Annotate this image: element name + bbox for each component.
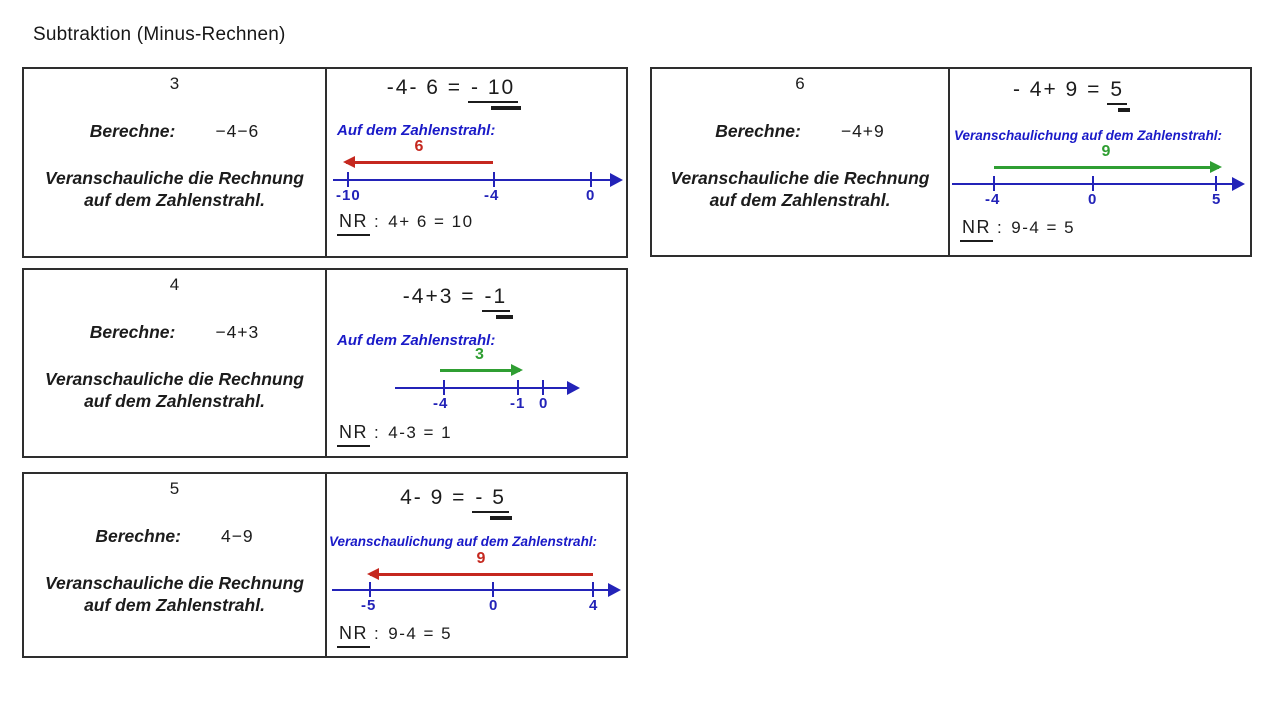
side-calculation bbox=[337, 422, 452, 447]
numberline-tick bbox=[492, 582, 494, 597]
expression: 4−9 bbox=[220, 526, 254, 546]
solution-panel bbox=[950, 69, 1250, 255]
numberline-heading: Auf dem Zahlenstrahl: bbox=[337, 122, 496, 139]
solution-panel bbox=[327, 270, 626, 456]
exercise-number: 5 bbox=[169, 479, 180, 498]
solution-panel bbox=[327, 69, 626, 256]
instruction-line: auf dem Zahlenstrahl. bbox=[84, 190, 265, 211]
equation-lhs: -4+3 = bbox=[402, 285, 476, 308]
berechne-row bbox=[24, 121, 325, 142]
tick-label: -1 bbox=[510, 395, 526, 412]
task-panel bbox=[652, 69, 950, 255]
task-panel bbox=[24, 474, 327, 656]
result-value: - 10 bbox=[471, 76, 516, 99]
tick-label: -4 bbox=[985, 191, 1001, 208]
arrowhead-right-icon bbox=[1210, 161, 1222, 173]
berechne-label: Berechne: bbox=[95, 526, 181, 546]
instruction-line: Veranschauliche die Rechnung bbox=[44, 573, 304, 593]
jump-arrow bbox=[370, 550, 593, 576]
nr-expression: 4+ 6 = 10 bbox=[388, 212, 474, 231]
berechne-label: Berechne: bbox=[715, 121, 801, 141]
arrowhead-right-icon bbox=[567, 381, 580, 395]
double-underline bbox=[491, 106, 521, 110]
side-calculation bbox=[337, 211, 474, 236]
number-line bbox=[332, 589, 616, 591]
exercise-card-3 bbox=[22, 67, 628, 258]
instruction-text bbox=[652, 167, 948, 212]
numberline-tick bbox=[993, 176, 995, 191]
instruction-text bbox=[24, 368, 325, 413]
equation-lhs: 4- 9 = bbox=[400, 486, 467, 509]
exercise-card-5 bbox=[22, 472, 628, 658]
numberline-tick bbox=[347, 172, 349, 187]
jump-label: 9 bbox=[1101, 143, 1112, 160]
instruction-line: Veranschauliche die Rechnung bbox=[44, 168, 304, 188]
instruction-line: auf dem Zahlenstrahl. bbox=[709, 190, 891, 211]
nr-colon: : bbox=[997, 218, 1004, 237]
instruction-line: auf dem Zahlenstrahl. bbox=[84, 391, 265, 412]
berechne-row bbox=[652, 121, 948, 142]
result-value: -1 bbox=[484, 285, 508, 308]
jump-label: 3 bbox=[475, 346, 485, 363]
numberline-tick bbox=[1092, 176, 1094, 191]
solution-equation bbox=[920, 78, 1220, 105]
nr-colon: : bbox=[374, 212, 381, 231]
equation-result bbox=[1107, 78, 1127, 105]
tick-label: 5 bbox=[1212, 191, 1222, 208]
tick-label: 0 bbox=[1088, 191, 1098, 208]
instruction-text bbox=[24, 572, 325, 617]
exercise-number: 3 bbox=[169, 74, 180, 93]
tick-label: 0 bbox=[489, 597, 499, 614]
double-underline bbox=[490, 516, 512, 520]
numberline-tick bbox=[443, 380, 445, 395]
tick-label: 0 bbox=[539, 395, 549, 412]
numberline-tick bbox=[517, 380, 519, 395]
expression: −4+9 bbox=[840, 121, 885, 141]
result-value: - 5 bbox=[475, 486, 506, 509]
numberline-heading: Veranschaulichung auf dem Zahlenstrahl: bbox=[329, 534, 598, 549]
side-calculation bbox=[960, 217, 1075, 242]
berechne-row bbox=[24, 526, 325, 547]
tick-label: 4 bbox=[589, 597, 599, 614]
result-value: 5 bbox=[1110, 78, 1125, 101]
equation-lhs: -4- 6 = bbox=[386, 76, 463, 99]
jump-label: 6 bbox=[414, 138, 425, 155]
number-line bbox=[952, 183, 1240, 185]
numberline-heading: Auf dem Zahlenstrahl: bbox=[337, 332, 496, 349]
tick-label: -10 bbox=[336, 187, 361, 204]
arrowhead-left-icon bbox=[343, 156, 355, 168]
double-underline bbox=[496, 315, 513, 319]
number-line bbox=[395, 387, 575, 389]
expression: −4−6 bbox=[215, 121, 260, 141]
nr-colon: : bbox=[374, 624, 381, 643]
solution-equation bbox=[305, 486, 604, 513]
nr-colon: : bbox=[374, 423, 381, 442]
number-line bbox=[333, 179, 618, 181]
arrowhead-right-icon bbox=[511, 364, 523, 376]
instruction-line: Veranschauliche die Rechnung bbox=[670, 168, 930, 188]
solution-panel bbox=[327, 474, 626, 656]
page-title: Subtraktion (Minus-Rechnen) bbox=[33, 24, 286, 45]
arrowhead-left-icon bbox=[367, 568, 379, 580]
numberline-tick bbox=[590, 172, 592, 187]
nr-label: NR bbox=[337, 211, 370, 236]
numberline-tick bbox=[592, 582, 594, 597]
arrowhead-right-icon bbox=[1232, 177, 1245, 191]
instruction-text bbox=[24, 167, 325, 212]
equation-result bbox=[468, 76, 518, 103]
jump-label: 9 bbox=[476, 550, 487, 567]
berechne-row bbox=[24, 322, 325, 343]
equation-result bbox=[472, 486, 509, 513]
nr-expression: 4-3 = 1 bbox=[388, 423, 453, 442]
numberline-tick bbox=[542, 380, 544, 395]
nr-expression: 9-4 = 5 bbox=[1011, 218, 1076, 237]
instruction-line: Veranschauliche die Rechnung bbox=[44, 369, 304, 389]
tick-label: 0 bbox=[586, 187, 596, 204]
numberline-tick bbox=[1215, 176, 1217, 191]
tick-label: -4 bbox=[433, 395, 449, 412]
instruction-line: auf dem Zahlenstrahl. bbox=[84, 595, 265, 616]
jump-arrow bbox=[440, 346, 520, 372]
jump-arrow bbox=[994, 143, 1219, 169]
berechne-label: Berechne: bbox=[89, 322, 176, 342]
numberline-tick bbox=[493, 172, 495, 187]
nr-label: NR bbox=[337, 623, 370, 648]
nr-label: NR bbox=[960, 217, 993, 242]
double-underline bbox=[1118, 108, 1130, 112]
jump-arrow bbox=[346, 138, 493, 164]
solution-equation bbox=[307, 285, 606, 312]
exercise-number: 6 bbox=[795, 74, 805, 93]
equation-result bbox=[482, 285, 511, 312]
exercise-number: 4 bbox=[169, 275, 180, 294]
arrowhead-right-icon bbox=[610, 173, 623, 187]
exercise-card-4 bbox=[22, 268, 628, 458]
tick-label: -4 bbox=[484, 187, 500, 204]
task-panel bbox=[24, 270, 327, 456]
tick-label: -5 bbox=[361, 597, 377, 614]
side-calculation bbox=[337, 623, 452, 648]
nr-expression: 9-4 = 5 bbox=[388, 624, 453, 643]
arrowhead-right-icon bbox=[608, 583, 621, 597]
equation-lhs: - 4+ 9 = bbox=[1012, 78, 1102, 101]
numberline-tick bbox=[369, 582, 371, 597]
solution-equation bbox=[303, 76, 602, 103]
task-panel bbox=[24, 69, 327, 256]
expression: −4+3 bbox=[215, 322, 260, 342]
exercise-card-6 bbox=[650, 67, 1252, 257]
berechne-label: Berechne: bbox=[89, 121, 176, 141]
nr-label: NR bbox=[337, 422, 370, 447]
numberline-heading: Veranschaulichung auf dem Zahlenstrahl: bbox=[954, 128, 1223, 143]
